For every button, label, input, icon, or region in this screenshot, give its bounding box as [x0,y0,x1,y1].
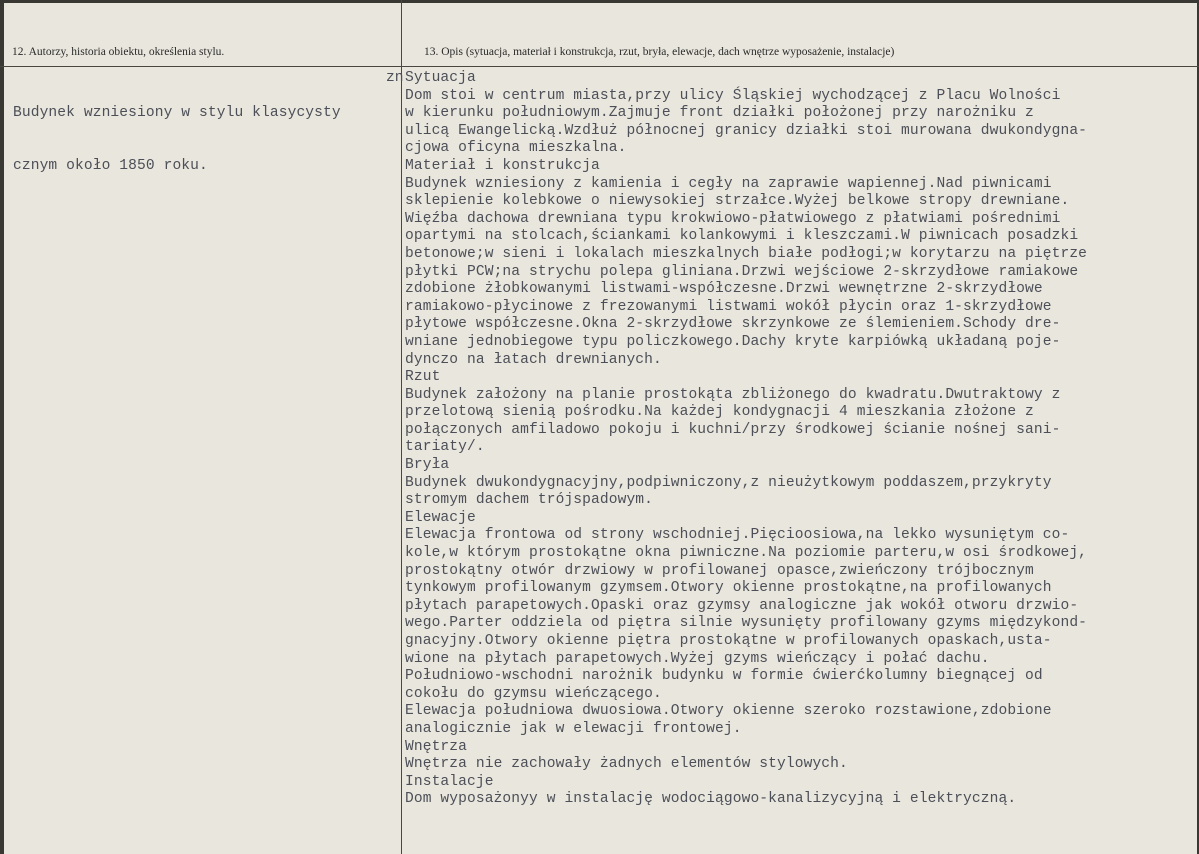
text-line: Elewacje [405,509,476,526]
text-line: połączonych amfiladowo pokoju i kuchni/przy środkowej ścianie nośnej sani- [405,421,1061,438]
text-line: Materiał i konstrukcja [405,157,600,174]
text-line: cjowa oficyna mieszkalna. [405,140,627,157]
text-line: Dom wyposażonyy w instalację wodociągowo-kanalizycyjną i elektryczną. [405,791,1017,808]
text-line: Wnętrza nie zachowały żadnych elementów stylowych. [405,756,848,773]
text-line: opartymi na stolcach,ściankami kolankowymi i kleszczami.W piwnicach posadzki [405,228,1079,245]
text-line: cznym około 1850 roku. [13,157,208,174]
text-line: prostokątny otwór drzwiowy w profilowanej opasce,zwieńczony trójbocznym [405,562,1034,579]
text-line: zdobione żłobkowanymi listwami-współczesne.Drzwi wewnętrzne 2-skrzydłowe [405,281,1043,298]
card-border-top [0,0,1199,3]
text-line: ramiakowo-płycinowe z frezowanymi listwami wokół płycin oraz 1-skrzydłowe [405,298,1052,315]
text-line: cokołu do gzymsu wieńczącego. [405,685,662,702]
text-line: Budynek wzniesiony w stylu klasycysty [13,105,341,122]
text-line: Wnętrza [405,738,468,755]
text-line: przelotową sienią pośrodku.Na każdej kondygnacji 4 mieszkania złożone z [405,404,1034,421]
text-line: wego.Parter oddziela od piętra silnie wysunięty profilowany gzyms międzykond- [405,615,1088,632]
text-line: wniane jednobiegowe typu policzkowego.Dachy kryte karpiówką układaną poje- [405,333,1061,350]
text-line: Rzut [405,369,441,386]
text-line: Instalacje [405,773,494,790]
text-line: wione na płytach parapetowych.Wyżej gzyms wieńczący i połać dachu. [405,650,990,667]
text-line: Bryła [405,457,450,474]
description-text [405,70,1195,809]
text-line: betonowe;w sieni i lokalach mieszkalnych białe podłogi;w korytarzu na piętrze [405,245,1088,262]
text-line: płytki PCW;na strychu polepa gliniana.Drzwi wejściowe 2-skrzydłowe ramiakowe [405,263,1079,280]
text-line: płytowe współczesne.Okna 2-skrzydłowe skrzynkowe ze ślemieniem.Schody dre- [405,316,1061,333]
text-line: w kierunku południowym.Zajmuje front działki położonej przy narożniku z [405,105,1034,122]
text-line: Budynek dwukondygnacyjny,podpiwniczony,z nieużytkowym poddaszem,przykryty [405,474,1052,491]
text-line: dynczo na łatach drewnianych. [405,351,662,368]
text-line: tynkowym profilowanym gzymsem.Otwory okienne prostokątne,na profilowanych [405,580,1052,597]
text-line: Elewacja frontowa od strony wschodniej.Pięcioosiowa,na lekko wysuniętym co- [405,527,1070,544]
text-line: Więźba dachowa drewniana typu krokwiowo-płatwiowego z płatwiami pośrednimi [405,210,1061,227]
history-style-text [13,70,398,211]
text-line: kole,w którym prostokątne okna piwniczne.Na poziomie parteru,w osi środkowej, [405,545,1088,562]
card-border-left [0,0,4,854]
text-line: Sytuacja [405,70,476,86]
overflow-fragment: zn [386,70,404,86]
text-line: Budynek wzniesiony z kamienia i cegły na zaprawie wapiennej.Nad piwnicami [405,175,1052,192]
text-line: sklepienie kolebkowe o niewysokiej strzałce.Wyżej belkowe stropy drewniane. [405,193,1070,210]
text-line: Południowo-wschodni narożnik budynku w formie ćwierćkolumny biegnącej od [405,668,1043,685]
header-rule [0,66,1199,67]
text-line: analogicznie jak w elewacji frontowej. [405,720,742,737]
section-12-header: 12. Autorzy, historia obiektu, określenia stylu. [12,46,225,58]
text-line: Elewacja południowa dwuosiowa.Otwory okienne szeroko rozstawione,zdobione [405,703,1052,720]
column-divider [401,0,402,854]
section-13-header: 13. Opis (sytuacja, materiał i konstrukcja, rzut, bryła, elewacje, dach wnętrze wyposażenie, instalacje) [424,46,895,58]
text-line: gnacyjny.Otwory okienne piętra prostokątne w profilowanych opaskach,usta- [405,633,1052,649]
text-line: Dom stoi w centrum miasta,przy ulicy Śląskiej wychodzącej z Placu Wolności [405,87,1061,104]
text-line: tariaty/. [405,439,485,456]
text-line: Budynek założony na planie prostokąta zbliżonego do kwadratu.Dwutraktowy z [405,386,1061,403]
text-line: stromym dachem trójspadowym. [405,492,654,509]
text-line: ulicą Ewangelicką.Wzdłuż północnej granicy działki stoi murowana dwukondygna- [405,122,1088,139]
text-line: płytach parapetowych.Opaski oraz gzymsy analogiczne jak wokół otworu drzwio- [405,597,1079,614]
